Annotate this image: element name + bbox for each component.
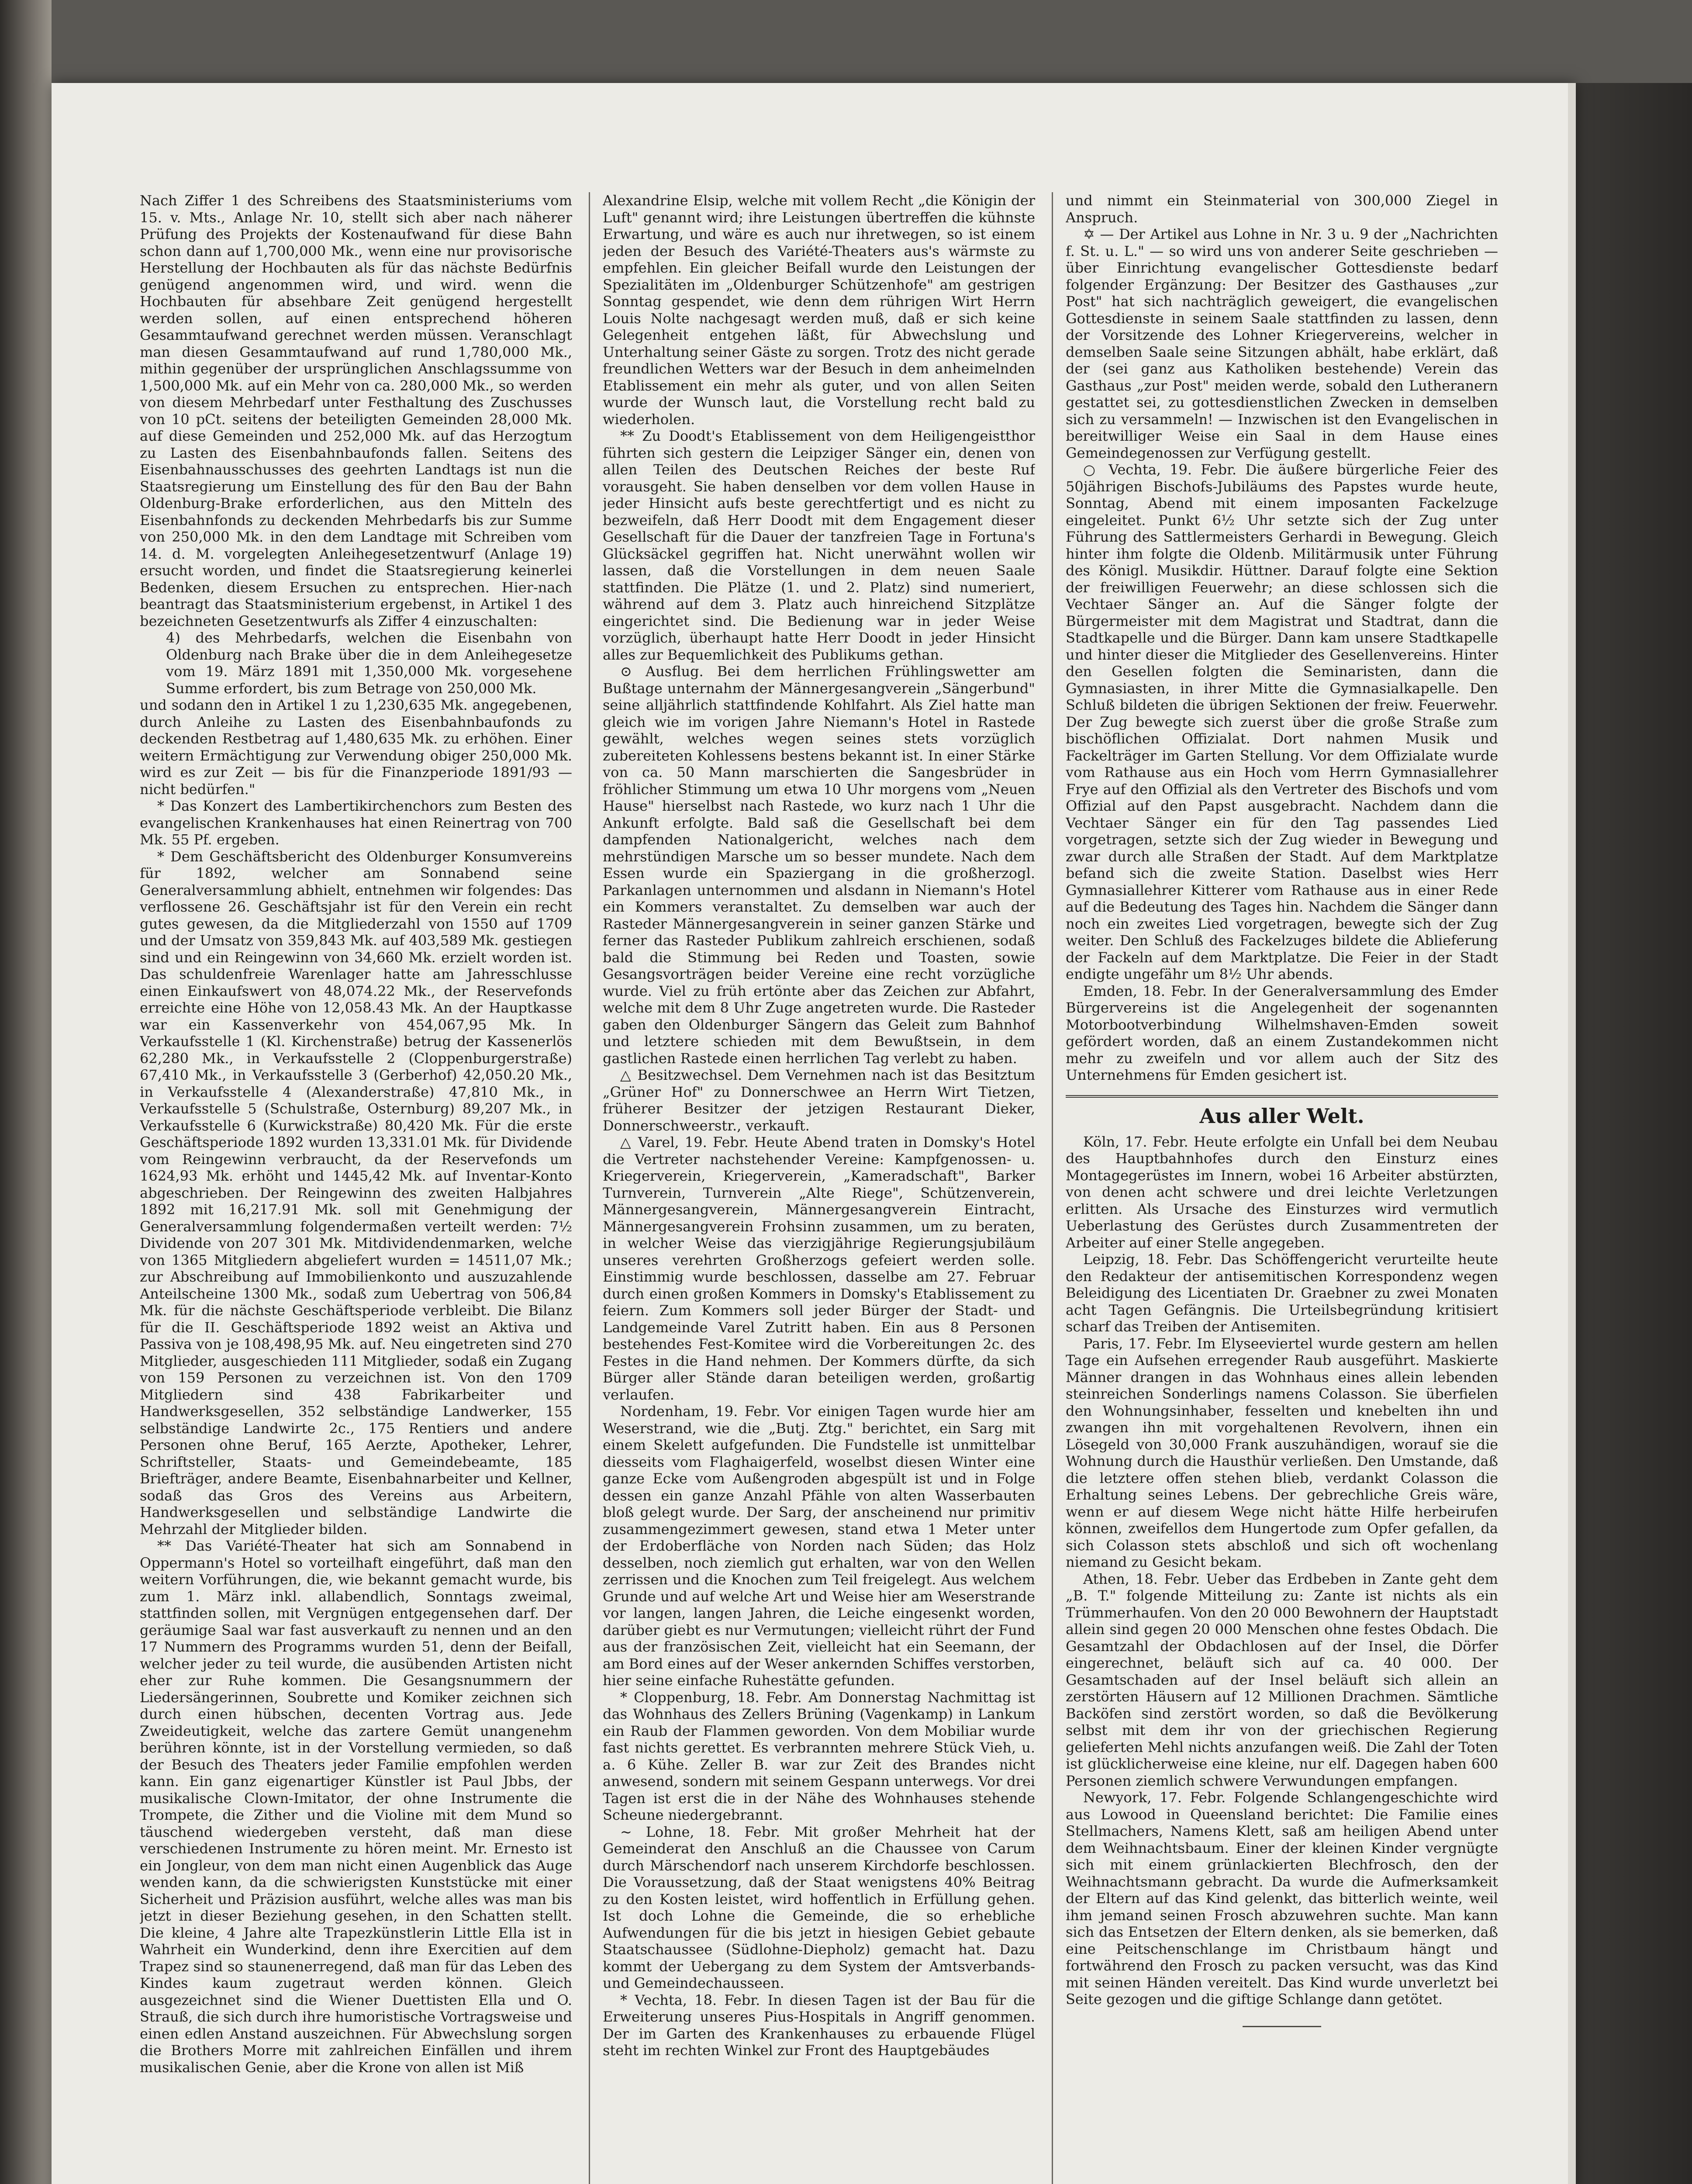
article-railway-budget-cont: und sodann den in Artikel 1 zu 1,230,635 Mk. angegebenen, durch Anleihe zu Lasten des Eisenbahnbaufonds zu deckenden Restbetrag auf 1,480,635 Mk. zu erhöhen. Einer weitern Ermächtigung zur Verwendung obiger 250,000 Mk. wird es zur Zeit — bis für die Finanzperiode 1891/93 — nicht bedürfen." [140, 697, 572, 798]
book-spine [0, 0, 52, 2184]
article-vechta-hospital-cont: und nimmt ein Steinmaterial von 300,000 Ziegel in Anspruch. [1066, 192, 1498, 226]
article-newyork: Newyork, 17. Febr. Folgende Schlangengeschichte wird aus Lowood in Queensland berichtet: Die Familie eines Stellmachers, Namens Klett, saß am heiligen Abend unter dem Weihnachtsbaum. Einer der kleinen Kinder vergnügte sich mit einem grünlackierten Blechfrosch, den der Weihnachtsmann gebracht. Da wurde die Aufmerksamkeit der Eltern auf das Kind gelenkt, das bitterlich weinte, weil ihm jemand seinen Frosch abzuwehren suchte. Man kann sich das Entsetzen der Eltern denken, als sie bemerken, daß eine Peitschenschlange im Christbaum hängt und fortwährend den Frosch zu packen versucht, was das Kind mit seinen Händen vereitelt. Das Kind wurde unverletzt bei Seite gezogen und die giftige Schlange dann getötet. [1066, 1789, 1498, 2008]
article-koeln: Köln, 17. Febr. Heute erfolgte ein Unfall bei dem Neubau des Hauptbahnhofes durch den Einsturz eines Montagegerüstes im Innern, wobei 16 Arbeiter abstürzten, von denen acht schwere und drei leichte Verletzungen erlitten. Als Ursache des Einsturzes wird vermutlich Ueberlastung des Gerüstes durch Zusammentreten der Arbeiter auf einer Stelle angegeben. [1066, 1133, 1498, 1251]
column-2 [603, 192, 1035, 2184]
article-emden: Emden, 18. Febr. In der Generalversammlung des Emder Bürgervereins ist die Angelegenheit der sogenannten Motorbootverbindung Wilhelmshaven-Emden soweit gefördert worden, daß an einem Zustandekommen nicht mehr zu zweifeln und vor allem auch der Sitz des Unternehmens für Emden gesichert ist. [1066, 982, 1498, 1083]
section-title: Aus aller Welt. [1199, 1104, 1364, 1128]
article-vechta-jubilaeum: ○ Vechta, 19. Febr. Die äußere bürgerliche Feier des 50jährigen Bischofs-Jubiläums des Papstes wurde heute, Sonntag, Abend mit einem imposanten Fackelzuge eingeleitet. Punkt 6½ Uhr setzte sich der Zug unter Führung des Sattlermeisters Gerhardi in Bewegung. Gleich hinter ihm folgte die Oldenb. Militärmusik unter Führung des Königl. Musikdir. Hüttner. Darauf folgte eine Sektion der freiwilligen Feuerwehr; an diese schlossen sich die Vechtaer Sänger an. Auf die Sänger folgte der Bürgermeister mit dem Magistrat und Stadtrat, dann die Stadtkapelle und die Bürger. Dann kam unsere Stadtkapelle und hinter dieser die Mitglieder des Gesellenvereins. Hinter den Gesellen folgten die Seminaristen, dann die Gymnasiasten, in ihrer Mitte die Gymnasialkapelle. Den Schluß bildeten die übrigen Sektionen der freiw. Feuerwehr. Der Zug bewegte sich zuerst über die große Straße zum bischöflichen Offizialat. Dort nahmen Musik und Fackelträger im Garten Stellung. Vor dem Offizialate wurde vom Rathause aus ein Hoch vom Herrn Gymnasiallehrer Frye auf den Offizial als den Vertreter des Bischofs und vom Offizial auf den Papst ausgebracht. Nachdem dann die Vechtaer Sänger ein für den Tag passendes Lied vorgetragen, setzte sich der Zug wieder in Bewegung und zwar durch alle Straßen der Stadt. Auf dem Marktplatze befand sich die zweite Station. Daselbst wies Herr Gymnasiallehrer Kitterer vom Rathause aus in einer Rede auf die Bedeutung des Tages hin. Nachdem die Sänger dann noch ein zweites Lied vorgetragen, bewegte sich der Zug weiter. Den Schluß des Fackelzuges bildete die Ablieferung der Fackeln auf dem Marktplatze. Die Feier in der Stadt endigte ungefähr um 8½ Uhr abends. [1066, 461, 1498, 982]
article-variete-cont: Alexandrine Elsip, welche mit vollem Recht „die Königin der Luft" genannt wird; ihre Leistungen übertreffen die kühnste Erwartung, und wäre es auch nur ihretwegen, so ist einem jeden der Besuch des Variété-Theaters aus's wärmste zu empfehlen. Ein gleicher Beifall wurde den Leistungen der Spezialitäten im „Oldenburger Schützenhofe" am gestrigen Sonntag gespendet, wie denn dem rührigen Wirt Herrn Louis Nolte nachgesagt werden muß, daß er sich keine Gelegenheit entgehen läßt, für Abwechslung und Unterhaltung seiner Gäste zu sorgen. Trotz des nicht gerade freundlichen Wetters war der Besuch in dem anheimelnden Etablissement ein mehr als guter, und von allen Seiten wurde der Wunsch laut, die Vorstellung recht bald zu wiederholen. [603, 192, 1035, 428]
article-vechta-hospital: * Vechta, 18. Febr. In diesen Tagen ist der Bau für die Erweiterung unseres Pius-Hospitals in Angriff genommen. Der im Garten des Krankenhauses zu erbauende Flügel steht im rechten Winkel zur Front des Hauptgebäudes [603, 1991, 1035, 2059]
article-leipzig: Leipzig, 18. Febr. Das Schöffengericht verurteilte heute den Redakteur der antisemitischen Korrespondenz wegen Beleidigung des Licentiaten Dr. Graebner zu zwei Monaten acht Tagen Gefängnis. Die Urteilsbegründung kritisiert scharf das Treiben der Antisemiten. [1066, 1251, 1498, 1335]
page-content [140, 192, 1502, 2184]
article-nordenham: Nordenham, 19. Febr. Vor einigen Tagen wurde hier am Weserstrand, wie die „Butj. Ztg." berichtet, ein Sarg mit einem Skelett aufgefunden. Die Fundstelle ist unmittelbar diesseits vom Flaghaigerfeld, woselbst diesen Winter eine ganze Ecke vom Außengroden abgespült ist und in Folge dessen ein ganze Anzahl Pfähle von alten Wasserbauten bloß gelegt wurde. Der Sarg, der anscheinend nur primitiv zusammengezimmert gewesen, stand etwa 1 Meter unter der Erdoberfläche von Norden nach Süden; das Holz desselben, noch ziemlich gut erhalten, war von den Wellen zerrissen und die Knochen zum Teil freigelegt. Aus welchem Grunde und auf welche Art und Weise hier am Weserstrande vor langen, langen Jahren, die Leiche eingesenkt worden, darüber giebt es nur Vermutungen; vielleicht rührt der Fund aus der französischen Zeit, vielleicht hat ein Seemann, der am Bord eines auf der Weser ankernden Schiffes verstorben, hier seine einfache Ruhestätte gefunden. [603, 1403, 1035, 1689]
article-konsumverein: * Dem Geschäftsbericht des Oldenburger Konsumvereins für 1892, welcher am Sonnabend seine Generalversammlung abhielt, entnehmen wir folgendes: Das verflossene 26. Geschäftsjahr ist für den Verein ein recht gutes gewesen, da die Mitgliederzahl von 1550 auf 1709 und der Umsatz von 359,843 Mk. auf 403,589 Mk. gestiegen sind und ein Reingewinn von 34,660 Mk. erzielt worden ist. Das schuldenfreie Warenlager hatte am Jahresschlusse einen Einkaufswert von 48,074.22 Mk., der Reservefonds erreichte eine Höhe von 12,058.43 Mk. An der Hauptkasse war ein Kassenverkehr von 454,067,95 Mk. In Verkaufsstelle 1 (Kl. Kirchenstraße) betrug der Kassenerlös 62,280 Mk., in Verkaufsstelle 2 (Cloppenburgerstraße) 67,410 Mk., in Verkaufsstelle 3 (Gerberhof) 42,050.20 Mk., in Verkaufsstelle 4 (Alexanderstraße) 47,810 Mk., in Verkaufsstelle 5 (Schulstraße, Osternburg) 89,207 Mk., in Verkaufsstelle 6 (Kurwickstraße) 80,420 Mk. Für die erste Geschäftsperiode 1892 wurden 13,331.01 Mk. für Dividende vom Reingewinn verbraucht, da der Reservefonds um 1624,93 Mk. erhöht und 1445,42 Mk. auf Inventar-Konto abgeschrieben. Der Reingewinn des zweiten Halbjahres 1892 mit 16,217.91 Mk. soll mit Genehmigung der Generalversammlung folgendermaßen verteilt werden: 7½ Dividende von 207 301 Mk. Mitdividendenmarken, welche von 1365 Mitgliedern abgeliefert wurden = 14511,07 Mk.; zur Abschreibung auf Immobilienkonto und auszuzahlende Anteilscheine 1300 Mk., sodaß zum Uebertrag von 506,84 Mk. für die nächste Geschäftsperiode verbleibt. Die Bilanz für die II. Geschäftsperiode 1892 weist an Aktiva und Passiva von je 108,498,95 Mk. auf. Neu eingetreten sind 270 Mitglieder, ausgeschieden 111 Mitglieder, sodaß ein Zugang von 159 Personen zu verzeichnen ist. Von den 1709 Mitgliedern sind 438 Fabrikarbeiter und Handwerksgesellen, 352 selbständige Landwerker, 155 selbständige Landwirte 2c., 175 Rentiers und andere Personen ohne Beruf, 165 Aerzte, Apotheker, Lehrer, Schriftsteller, Staats- und Gemeindebeamte, 185 Briefträger, andere Beamte, Eisenbahnarbeiter und Kellner, sodaß das Gros des Vereins aus Arbeitern, Handwerksgesellen und selbständige Landwirte die Mehrzahl der Mitglieder bilden. [140, 848, 572, 1538]
article-lamberti-concert: * Das Konzert des Lambertikirchenchors zum Besten des evangelischen Krankenhauses hat einen Reinertrag von 700 Mk. 55 Pf. ergeben. [140, 798, 572, 848]
column-3 [1066, 192, 1498, 2184]
article-variete-theater: ** Das Variété-Theater hat sich am Sonnabend in Oppermann's Hotel so vorteilhaft eingeführt, daß man den weitern Vorführungen, die, wie bekannt gemacht wurde, bis zum 1. März inkl. allabendlich, Sonntags zweimal, stattfinden sollen, mit Vergnügen entgegensehen darf. Der geräumige Saal war fast ausverkauft zu nennen und an den 17 Nummern des Programms wurden 51, denn der Beifall, welcher jeder zu teil wurde, die ausübenden Artisten nicht eher zur Ruhe kommen. Die Gesangsnummern der Liedersängerinnen, Soubrette und Komiker zeichnen sich durch einen hübschen, decenten Vortrag aus. Jede Zweideutigkeit, welche das zartere Gemüt unangenehm berühren könnte, ist in der Vorstellung vermieden, so daß der Besuch des Theaters jeder Familie empfohlen werden kann. Ein ganz eigenartiger Künstler ist Paul Jbbs, der musikalische Clown-Imitator, der ohne Instrumente die Trompete, die Zither und die Violine mit dem Mund so täuschend wiedergeben versteht, daß man diese verschiedenen Instrumente zu hören meint. Mr. Ernesto ist ein Jongleur, von dem man nicht einen Augenblick das Auge wenden kann, da die schwierigsten Kunststücke mit einer Sicherheit und Präzision ausführt, welche alles was man bis jetzt in dieser Beziehung gesehen, in den Schatten stellt. Die kleine, 4 Jahre alte Trapezkünstlerin Little Ella ist in Wahrheit ein Wunderkind, denn ihre Exercitien auf dem Trapez sind so staunenerregend, daß man für das Leben des Kindes kaum zugetraut werden können. Gleich ausgezeichnet sind die Wiener Duettisten Ella und O. Strauß, die sich durch ihre humoristische Vortragsweise und einen edlen Anstand auszeichnen. Für Abwechslung sorgen die Brothers Morre mit zahlreichen Einfällen und ihrem musikalischen Genie, aber die Krone von allen ist Miß [140, 1538, 572, 2076]
article-doodt-etablissement: ** Zu Doodt's Etablissement von dem Heiligengeistthor führten sich gestern die Leipziger Sänger ein, denen von allen Teilen des Deutschen Reiches der beste Ruf vorausgeht. Sie haben denselben vor dem vollen Hause in jeder Hinsicht aufs beste gerechtfertigt und es nicht zu bezweifeln, daß Herr Doodt mit dem Engagement dieser Gesellschaft für die Dauer der tanzfreien Tage in Fortuna's Glücksäckel gegriffen hat. Nicht unerwähnt wollen wir lassen, daß die Vorstellungen in dem neuen Saale stattfinden. Die Plätze (1. und 2. Platz) sind numeriert, während auf dem 3. Platz auch hinreichend Sitzplätze eingerichtet sind. Die Bedienung war in jeder Weise vorzüglich, überhaupt hatte Herr Doodt in jeder Hinsicht alles zur Bequemlichkeit des Publikums gethan. [603, 428, 1035, 663]
article-cloppenburg: * Cloppenburg, 18. Febr. Am Donnerstag Nachmittag ist das Wohnhaus des Zellers Brüning (Vagenkamp) in Lankum ein Raub der Flammen geworden. Von dem Mobiliar wurde fast nichts gerettet. Es verbrannten mehrere Stück Vieh, u. a. 6 Kühe. Zeller B. war zur Zeit des Brandes nicht anwesend, sondern mit seinem Gespann unterwegs. Vor drei Tagen ist erst die in der Nähe des Wohnhauses stehende Scheune niedergebrannt. [603, 1689, 1035, 1823]
section-divider [1066, 1095, 1498, 1098]
end-flourish [1066, 2014, 1498, 2031]
article-athen: Athen, 18. Febr. Ueber das Erdbeben in Zante geht dem „B. T." folgende Mitteilung zu: Zante ist nichts als ein Trümmerhaufen. Von den 20 000 Bewohnern der Hauptstadt allein sind gegen 20 000 Menschen ohne festes Obdach. Die Gesamtzahl der Obdachlosen auf der Insel, die Dörfer eingerechnet, beläuft sich auf ca. 40 000. Der Gesamtschaden auf der Insel beläuft sich allein an zerstörten Häusern auf 12 Millionen Drachmen. Sämtliche Backöfen sind zerstört worden, so daß die Bevölkerung selbst mit dem ihr von der griechischen Regierung gelieferten Mehl nichts anzufangen weiß. Die Zahl der Toten ist glücklicherweise eine kleine, nur elf. Dagegen haben 600 Personen ziemlich schwere Verwundungen empfangen. [1066, 1570, 1498, 1789]
article-railway-budget: Nach Ziffer 1 des Schreibens des Staatsministeriums vom 15. v. Mts., Anlage Nr. 10, stellt sich aber nach näherer Prüfung des Projekts der Kostenaufwand für diese Bahn schon dann auf 1,700,000 Mk., wenn eine nur provisorische Herstellung der Hochbauten als für das nächste Bedürfnis genügend angenommen wird, und wird. wenn die Hochbauten für absehbare Zeit genügend hergestellt werden sollen, auf einen entsprechend höheren Gesammtaufwand gerechnet werden müssen. Veranschlagt man diesen Gesammtaufwand auf rund 1,780,000 Mk., mithin gegenüber der ursprünglichen Anschlagssumme von 1,500,000 Mk. auf ein Mehr von ca. 280,000 Mk., so werden von diesem Mehrbedarf unter Festhaltung des Zuschusses von 10 pCt. seitens der beteiligten Gemeinden 28,000 Mk. auf diese Gemeinden und 252,000 Mk. auf das Herzogtum zu Lasten des Eisenbahnbaufonds fallen. Seitens des Eisenbahnausschusses des geehrten Landtags ist nun die Staatsregierung um Einstellung des für den Bau der Bahn Oldenburg-Brake erforderlichen, aus den Mitteln des Eisenbahnfonds zu deckenden Mehrbedarfs bis zur Summe von 250,000 Mk. in den dem Landtage mit Schreiben vom 14. d. M. vorgelegten Anleihegesetzentwurf (Anlage 19) ersucht worden, und findet die Staatsregierung keinerlei Bedenken, diesem Ersuchen zu entsprechen. Hier-nach beantragt das Staatsministerium ergebenst, in Artikel 1 des bezeichneten Gesetzentwurfs als Ziffer 4 einzuschalten: [140, 192, 572, 629]
column-rule [589, 192, 590, 2184]
column-rule [1052, 192, 1053, 2184]
article-paris: Paris, 17. Febr. Im Elyseeviertel wurde gestern am hellen Tage ein Aufsehen erregender Raub ausgeführt. Maskierte Männer drangen in das Wohnhaus eines allein lebenden steinreichen Sonderlings namens Colasson. Sie überfielen den Wohnungsinhaber, fesselten und knebelten ihn und zwangen ihn mit vorgehaltenen Revolvern, ihnen ein Lösegeld von 30,000 Frank auszuhändigen, worauf sie die Wohnung durch die Hausthür verließen. Den Umstande, daß die letztere offen stehen blieb, verdankt Colasson die Erhaltung seines Lebens. Der gebrechliche Greis wäre, wenn er auf diesem Wege nicht hätte Hilfe herbeirufen können, zweifellos dem Hungertode zum Opfer gefallen, da sich Colasson stets abschloß und sich oft wochenlang niemand zu Gesicht bekam. [1066, 1335, 1498, 1570]
article-ausflug: ⊙ Ausflug. Bei dem herrlichen Frühlingswetter am Bußtage unternahm der Männergesangverein „Sängerbund" seine alljährlich stattfindende Kohlfahrt. Als Ziel hatte man gleich wie im vorigen Jahre Niemann's Hotel in Rastede gewählt, welches wegen seines stets vorzüglich zubereiteten Kohlessens bestens bekannt ist. In einer Stärke von ca. 50 Mann marschierten die Sangesbrüder in fröhlicher Stimmung um etwa 10 Uhr morgens vom „Neuen Hause" hierselbst nach Rastede, wo kurz nach 1 Uhr die Ankunft erfolgte. Bald saß die Gesellschaft bei dem dampfenden Nationalgericht, welches nach dem mehrstündigen Marsche um so besser mundete. Nach dem Essen wurde ein Spaziergang in die großherzogl. Parkanlagen unternommen und alsdann in Niemann's Hotel ein Kommers veranstaltet. Zu demselben war auch der Rasteder Männergesangverein in seiner ganzen Stärke und ferner das Rasteder Publikum zahlreich erschienen, sodaß bald die Stimmung bei Reden und Toasten, sowie Gesangsvorträgen beider Vereine eine recht vorzügliche wurde. Viel zu früh ertönte aber das Zeichen zur Abfahrt, welche mit dem 8 Uhr Zuge angetreten wurde. Die Rasteder gaben den Oldenburger Sängern das Geleit zum Bahnhof und letztere schieden mit dem Bewußtsein, in dem gastlichen Rastede einen herrlichen Tag verlebt zu haben. [603, 663, 1035, 1067]
article-besitzwechsel: △ Besitzwechsel. Dem Vernehmen nach ist das Besitztum „Grüner Hof" zu Donnerschwee an Herrn Wirt Tietzen, früherer Besitzer der jetzigen Restaurant Dieker, Donnerschweerstr., verkauft. [603, 1067, 1035, 1134]
article-lohne-gottesdienst: ✡ — Der Artikel aus Lohne in Nr. 3 u. 9 der „Nachrichten f. St. u. L." — so wird uns von anderer Seite geschrieben — über Einrichtung evangelischer Gottesdienste bedarf folgender Ergänzung: Der Besitzer des Gasthauses „zur Post" hat sich nachträglich geweigert, die evangelischen Gottesdienste in seinem Saale stattfinden zu lassen, denn der Vorsitzende des Lohner Kriegervereins, welcher in demselben Saale seine Sitzungen abhält, habe erklärt, daß der (sei ganz aus Katholiken bestehende) Verein das Gasthaus „zur Post" meiden werde, sobald den Lutheranern gestattet sei, zu gottesdienstlichen Zwecken in demselben sich zu versammeln! — Inzwischen ist den Evangelischen in bereitwilliger Weise ein Saal in dem Hause eines Gemeindegenossen zur Verfügung gestellt. [1066, 226, 1498, 461]
background-shadow [1576, 83, 1692, 2184]
article-lohne: ~ Lohne, 18. Febr. Mit großer Mehrheit hat der Gemeinderat den Anschluß an die Chaussee von Carum durch Märschendorf nach unserem Kirchdorfe beschlossen. Die Voraussetzung, daß der Staat wenigstens 40% Beitrag zu den Kosten leistet, wird hoffentlich in Erfüllung gehen. Ist doch Lohne die Gemeinde, die so erhebliche Aufwendungen für die bis jetzt in hiesigen Gebiet gebaute Staatschaussee (Südlohne-Diepholz) gemacht hat. Dazu kommt der Uebergang zu dem System der Amtsverbands- und Gemeindechausseen. [603, 1823, 1035, 1991]
column-1 [140, 192, 572, 2184]
article-railway-budget-item: 4) des Mehrbedarfs, welchen die Eisenbahn von Oldenburg nach Brake über die in dem Anleihegesetze vom 19. März 1891 mit 1,350,000 Mk. vorgesehene Summe erfordert, bis zum Betrage von 250,000 Mk. [166, 629, 572, 697]
article-varel: △ Varel, 19. Febr. Heute Abend traten in Domsky's Hotel die Vertreter nachstehender Vereine: Kampfgenossen- u. Kriegerverein, Kriegerverein, „Kameradschaft", Barker Turnverein, Turnverein „Alte Riege", Schützenverein, Männergesangverein, Männergesangverein Eintracht, Männergesangverein Frohsinn zusammen, um zu beraten, in welcher Weise das vierzigjährige Regierungsjubiläum unseres verehrten Großherzogs gefeiert werden solle. Einstimmig wurde beschlossen, dasselbe am 27. Februar durch einen großen Kommers in Domsky's Etablissement zu feiern. Zum Kommers soll jeder Bürger der Stadt- und Landgemeinde Varel Zutritt haben. Ein aus 8 Personen bestehendes Fest-Komitee wird die Vorbereitungen 2c. des Festes in die Hand nehmen. Der Kommers dürfte, da sich Bürger aller Stände daran beteiligen werden, großartig verlaufen. [603, 1134, 1035, 1403]
